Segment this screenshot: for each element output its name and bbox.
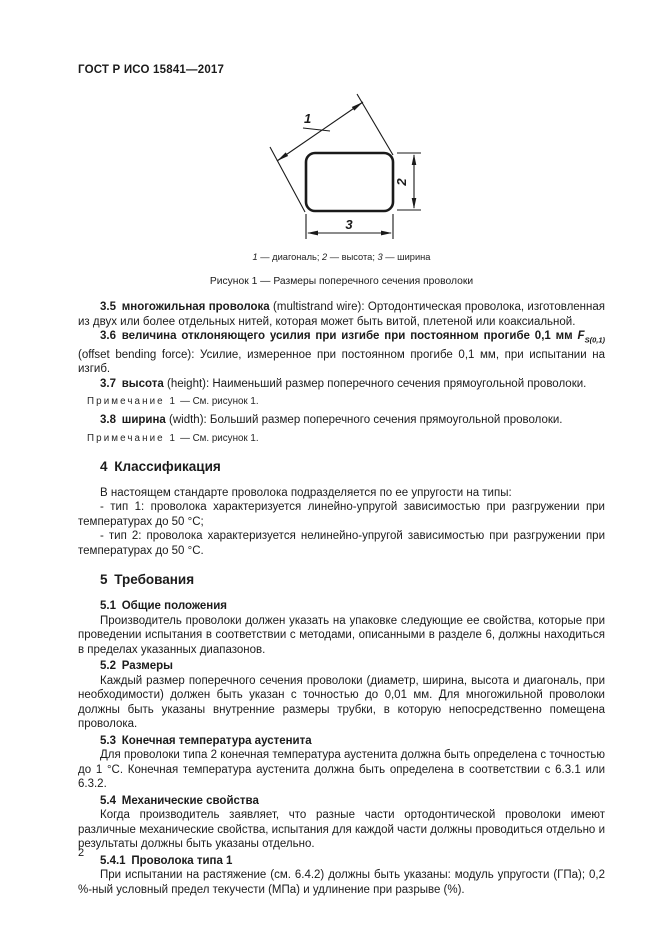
note-label: Примечание 1 — [87, 396, 178, 408]
term-3-6-title: 3.6 величина отклоняющего усилия при изгибе при постоянном прогибе 0,1 мм — [100, 330, 578, 342]
legend-text-1: — диагональ; — [257, 252, 323, 262]
note-see-figure-1-second — [78, 433, 605, 445]
figure-legend — [67, 252, 616, 262]
term-3-5-definition: (multistrand wire): Ортодонтическая проволока, изготовленная из двух или более отдельных нитей, которая может быть витой, плетеной или коаксиальной. — [78, 301, 605, 328]
section-5-3-heading: 5.3 Конечная температура аустенита — [100, 734, 312, 747]
note-label: Примечание 1 — [87, 432, 178, 444]
section-4-intro: В настоящем стандарте проволока подразделяется по ее упругости на типы: — [100, 486, 512, 499]
height-label: 2 — [394, 178, 409, 186]
force-symbol-letter: F — [577, 330, 585, 342]
type-2-item: - тип 2: проволока характеризуется нелинейно-упругой зависимостью при разгружении при температурах до 50 °С. — [78, 530, 605, 557]
section-5-4-1-heading: 5.4.1 Проволока типа 1 — [100, 854, 233, 867]
legend-text-3: — ширина — [382, 252, 431, 262]
legend-num-1: 1 — [252, 252, 258, 262]
section-5-heading: 5 Требования — [100, 572, 195, 588]
term-3-8 — [78, 413, 605, 428]
figure-wire-cross-section — [250, 85, 450, 250]
term-3-7-title: 3.7 высота — [100, 377, 164, 390]
term-3-6-definition: (offset bending force): Усилие, измеренное при постоянном прогибе 0,1 мм, при испытании на изгиб. — [78, 348, 605, 376]
width-label: 3 — [345, 217, 353, 232]
force-symbol — [577, 330, 605, 345]
section-5-4-1-paragraph: При испытании на растяжение (см. 6.4.2) должны быть указаны: модуль упругости (ГПа); 0,2 %-ный условный предел текучести (МПа) и удлинение при разрыве (%). — [78, 869, 605, 896]
legend-num-2: 2 — [322, 252, 328, 262]
cross-section-drawing — [250, 85, 450, 250]
wire-rectangle — [306, 153, 393, 211]
page-number: 2 — [78, 847, 85, 859]
note-text: — См. рисунок 1. — [180, 432, 259, 444]
body-text — [78, 300, 605, 897]
term-3-5 — [78, 300, 605, 329]
standard-number-header: ГОСТ Р ИСО 15841—2017 — [78, 64, 225, 76]
section-5-2-heading: 5.2 Размеры — [100, 660, 173, 673]
section-5-4-heading: 5.4 Механические свойства — [100, 794, 259, 807]
section-5-1-paragraph: Производитель проволоки должен указать на упаковке следующие ее свойства, которые при проведении испытания в соответствии с методами, описанными в разделе 6, должны находиться в пределах указанных диапазонов. — [78, 614, 605, 656]
note-text: — См. рисунок 1. — [180, 396, 259, 408]
term-3-7-definition: (height): Наименьший размер поперечного сечения прямоугольной проволоки. — [163, 377, 587, 390]
section-4-heading: 4 Классификация — [100, 458, 221, 474]
section-5-2-paragraph: Каждый размер поперечного сечения проволоки (диаметр, ширина, высота и диагональ, при необходимости) должен быть указан с точностью до 0,01 мм. Для многожильной проволоки должны быть указаны внутренние размеры трубки, в которую непосредственно помещена проволока. — [78, 674, 605, 731]
dimension-arrowheads — [277, 102, 416, 235]
term-3-8-title: 3.8 ширина — [100, 414, 166, 427]
term-3-7 — [78, 377, 605, 392]
note-see-figure-1 — [78, 396, 605, 408]
section-5-1-heading: 5.1 Общие положения — [100, 600, 227, 613]
legend-num-3: 3 — [377, 252, 383, 262]
term-3-6 — [78, 329, 605, 377]
diagonal-label: 1 — [304, 111, 312, 126]
force-symbol-subscript: S(0,1) — [584, 335, 605, 345]
section-5-4-paragraph: Когда производитель заявляет, что разные части ортодонтической проволоки имеют различные механические свойства, испытания для каждой части должны проводиться отдельно и результаты должны быть указаны отдельно. — [78, 809, 605, 851]
legend-text-2: — высота; — [327, 252, 378, 262]
term-3-8-definition: (width): Больший размер поперечного сечения прямоугольной проволоки. — [165, 414, 563, 427]
type-1-item: - тип 1: проволока характеризуется линейно-упругой зависимостью при разгружении при температурах до 50 °С; — [78, 501, 605, 528]
figure-caption: Рисунок 1 — Размеры поперечного сечения проволоки — [209, 276, 474, 287]
section-5-3-paragraph: Для проволоки типа 2 конечная температура аустенита должна быть определена с точностью до 1 °С. Конечная температура аустенита должна быть определена в соответствии с 6.3.1 или 6.3.2. — [78, 749, 605, 791]
term-3-5-title: 3.5 многожильная проволока — [100, 301, 270, 313]
